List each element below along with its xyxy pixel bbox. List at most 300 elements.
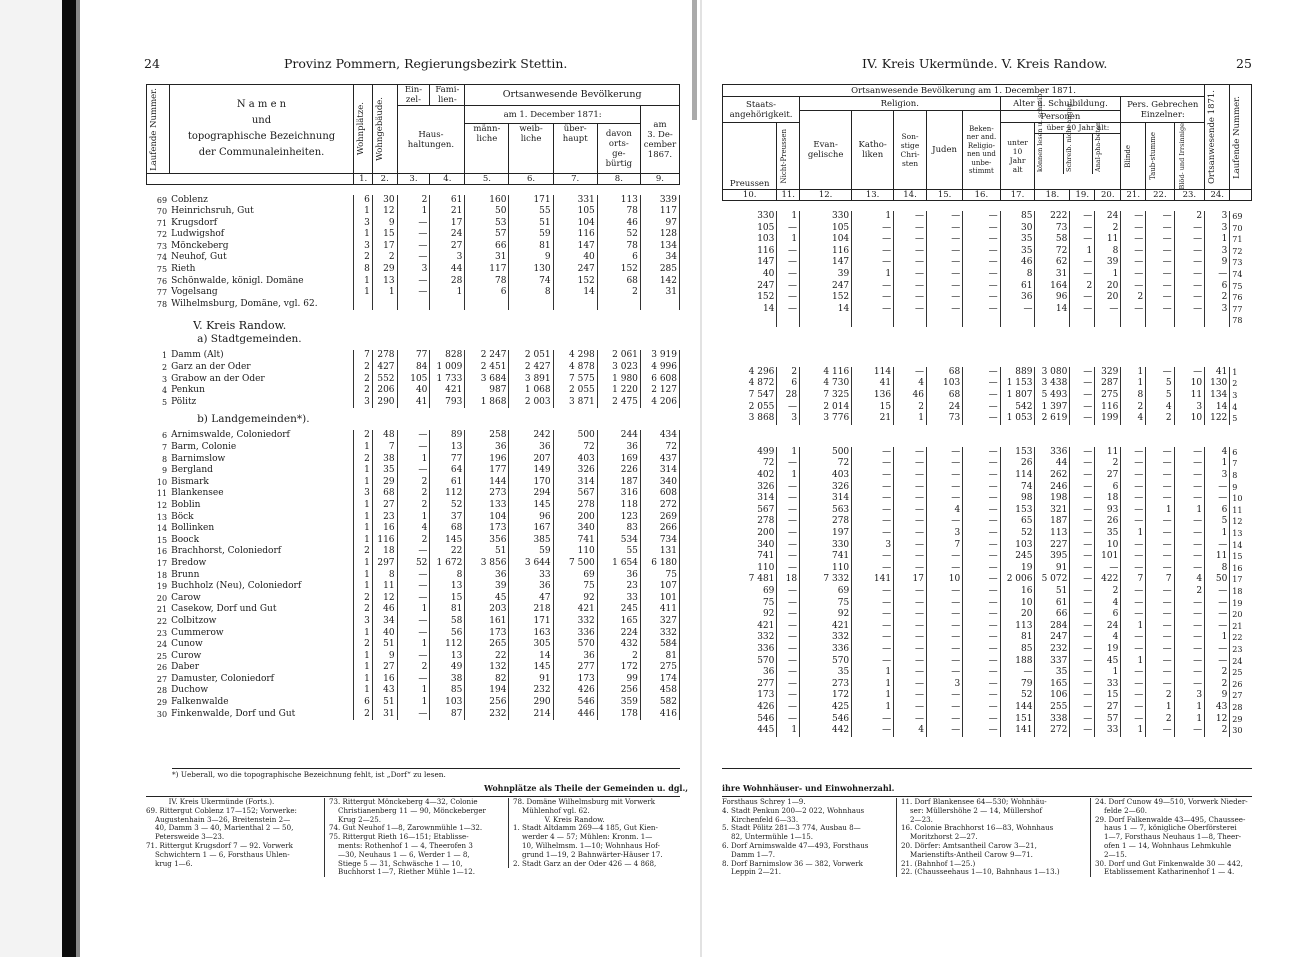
- table-row: [723, 714, 1252, 726]
- value-cell: —: [894, 702, 927, 714]
- value-cell: 1 980: [597, 374, 640, 386]
- value-cell: —: [1146, 644, 1174, 656]
- value-cell: 145: [509, 662, 553, 674]
- value-cell: 197: [800, 528, 852, 540]
- value-cell: 458: [640, 685, 679, 697]
- value-cell: —: [852, 482, 894, 494]
- value-cell: 46: [372, 604, 397, 616]
- value-cell: 171: [509, 616, 553, 628]
- value-cell: —: [1070, 574, 1095, 586]
- value-cell: —: [1121, 702, 1146, 714]
- value-cell: 46: [1000, 257, 1035, 269]
- value-cell: 187: [597, 477, 640, 489]
- value-cell: 12: [1205, 714, 1230, 726]
- table-row: [147, 206, 680, 218]
- value-cell: [1095, 315, 1121, 327]
- value-cell: —: [1070, 528, 1095, 540]
- value-cell: 134: [1205, 390, 1230, 402]
- value-cell: 15: [430, 593, 465, 605]
- value-cell: —: [894, 447, 927, 459]
- row-number: 9: [1232, 482, 1238, 492]
- row-number: 73: [1232, 258, 1243, 268]
- table-row: [723, 315, 1252, 327]
- value-cell: 97: [640, 218, 679, 230]
- value-cell: —: [1121, 246, 1146, 258]
- value-cell: 1: [354, 662, 372, 674]
- value-cell: 570: [800, 656, 852, 668]
- table-row: [147, 685, 680, 697]
- value-cell: 3 644: [509, 558, 553, 570]
- value-cell: 18: [372, 546, 397, 558]
- value-cell: —: [852, 516, 894, 528]
- table-row: [723, 679, 1252, 691]
- value-cell: 2: [1205, 679, 1230, 691]
- value-cell: [354, 299, 372, 311]
- value-cell: 18: [1095, 493, 1121, 505]
- value-cell: —: [1174, 447, 1205, 459]
- value-cell: 247: [1035, 632, 1070, 644]
- value-cell: 1: [354, 465, 372, 477]
- row-number: 21: [156, 605, 168, 615]
- value-cell: 1: [354, 535, 372, 547]
- value-cell: 16: [1000, 586, 1035, 598]
- table-row: [723, 632, 1252, 644]
- value-cell: 275: [640, 662, 679, 674]
- value-cell: —: [1070, 702, 1095, 714]
- value-cell: 9: [372, 651, 397, 663]
- value-cell: —: [1146, 211, 1174, 223]
- value-cell: —: [777, 632, 800, 644]
- value-cell: 4 206: [640, 397, 679, 409]
- blinde-header: Blinde: [1121, 123, 1146, 190]
- value-cell: —: [1174, 257, 1205, 269]
- colnum-21: 21.: [1121, 190, 1146, 201]
- value-cell: —: [777, 644, 800, 656]
- book-spine: [62, 0, 76, 957]
- value-cell: —: [1146, 679, 1174, 691]
- value-cell: 84: [397, 362, 430, 374]
- value-cell: —: [777, 667, 800, 679]
- value-cell: 122: [1205, 413, 1230, 425]
- value-cell: —: [894, 211, 927, 223]
- row-number: 18: [156, 570, 168, 580]
- community-name: Barm, Colonie: [169, 442, 354, 454]
- value-cell: —: [926, 234, 962, 246]
- value-cell: 51: [372, 639, 397, 651]
- value-cell: 2: [1095, 458, 1121, 470]
- value-cell: 385: [509, 535, 553, 547]
- value-cell: 256: [597, 685, 640, 697]
- value-cell: 1 220: [597, 385, 640, 397]
- value-cell: 1: [354, 276, 372, 288]
- value-cell: 44: [1035, 458, 1070, 470]
- value-cell: —: [963, 447, 1000, 459]
- value-cell: 273: [800, 679, 852, 691]
- value-cell: 1: [1146, 702, 1174, 714]
- value-cell: —: [852, 234, 894, 246]
- value-cell: —: [963, 223, 1000, 235]
- value-cell: 245: [1000, 551, 1035, 563]
- value-cell: 39: [800, 269, 852, 281]
- value-cell: 24: [430, 229, 465, 241]
- value-cell: 17: [372, 241, 397, 253]
- value-cell: 105: [397, 374, 430, 386]
- value-cell: —: [894, 234, 927, 246]
- value-cell: —: [926, 656, 962, 668]
- value-cell: 2: [894, 402, 927, 414]
- value-cell: 13: [372, 276, 397, 288]
- value-cell: 314: [553, 477, 597, 489]
- table-row: [147, 299, 680, 311]
- value-cell: —: [777, 702, 800, 714]
- value-cell: —: [1070, 551, 1095, 563]
- community-name: Böck: [169, 512, 354, 524]
- value-cell: —: [1070, 257, 1095, 269]
- value-cell: —: [1174, 632, 1205, 644]
- value-cell: [894, 315, 927, 327]
- row-number: 14: [156, 524, 168, 534]
- row-number: 13: [1232, 529, 1243, 539]
- value-cell: —: [926, 586, 962, 598]
- value-cell: —: [1121, 632, 1146, 644]
- value-cell: 167: [509, 523, 553, 535]
- value-cell: —: [1146, 540, 1174, 552]
- table-row: [723, 211, 1252, 223]
- value-cell: —: [926, 447, 962, 459]
- value-cell: —: [926, 304, 962, 316]
- value-cell: —: [397, 287, 430, 299]
- table-row: [723, 505, 1252, 517]
- value-cell: —: [1070, 609, 1095, 621]
- value-cell: 51: [465, 546, 509, 558]
- value-cell: 442: [800, 725, 852, 737]
- value-cell: —: [963, 470, 1000, 482]
- left-statistics-table: [146, 84, 680, 720]
- value-cell: —: [926, 621, 962, 633]
- table-row: [147, 593, 680, 605]
- wohnplaetze-header: Wohnplätze.: [354, 85, 372, 174]
- wohngebaeude-header: Wohngebäude.: [372, 85, 397, 174]
- value-cell: 316: [597, 488, 640, 500]
- value-cell: 55: [597, 546, 640, 558]
- value-cell: 425: [800, 702, 852, 714]
- value-cell: —: [963, 586, 1000, 598]
- value-cell: —: [1121, 714, 1146, 726]
- spacer-row: [723, 201, 1252, 211]
- value-cell: 3: [354, 616, 372, 628]
- value-cell: 608: [640, 488, 679, 500]
- value-cell: —: [1174, 598, 1205, 610]
- value-cell: —: [1146, 257, 1174, 269]
- colnum-1: 1.: [354, 174, 372, 185]
- row-number: 24: [1232, 656, 1243, 666]
- footer-col-2: 73. Rittergut Mönckeberg 4—32, Colonie Christianenberg 11 — 90, Mönckeberger Krug 2—25. 74. Gut Neuhof 1—8, Zarownmühle 1—32. 75. Rittergut Rieth 16—151; Etablisse- ments: Rothenhof 1 — 4, Theerofen 3 —30, Neuhaus 1 — 6, Werder 1 — 8, Stiege 5 — 31, Schwäsche 1 — 10, Buchhorst 1—7, Riether Mühle 1—12.: [324, 798, 505, 877]
- value-cell: —: [1174, 269, 1205, 281]
- value-cell: 91: [1035, 563, 1070, 575]
- value-cell: 4 298: [553, 350, 597, 362]
- wohnplaetze-heading-left: Wohnplätze als Theile der Gemeinden u. dgl.,: [484, 783, 689, 793]
- value-cell: 1: [1121, 367, 1146, 379]
- value-cell: —: [963, 211, 1000, 223]
- table-row: [147, 229, 680, 241]
- value-cell: [553, 299, 597, 311]
- value-cell: 226: [597, 465, 640, 477]
- value-cell: 35: [1095, 528, 1121, 540]
- right-page-title: IV. Kreis Ukermünde. V. Kreis Randow.: [862, 56, 1108, 71]
- value-cell: 987: [465, 385, 509, 397]
- value-cell: [1070, 315, 1095, 327]
- value-cell: 165: [597, 616, 640, 628]
- value-cell: —: [1205, 656, 1230, 668]
- value-cell: 338: [1035, 714, 1070, 726]
- value-cell: 2: [1121, 402, 1146, 414]
- value-cell: —: [852, 714, 894, 726]
- value-cell: —: [963, 656, 1000, 668]
- value-cell: —: [1121, 563, 1146, 575]
- value-cell: 173: [465, 523, 509, 535]
- table-row: [723, 690, 1252, 702]
- value-cell: —: [894, 632, 927, 644]
- value-cell: —: [963, 528, 1000, 540]
- value-cell: —: [1070, 632, 1095, 644]
- section-stadtgemeinden: a) Stadtgemeinden.: [197, 332, 302, 345]
- value-cell: 4 730: [800, 378, 852, 390]
- value-cell: 132: [465, 662, 509, 674]
- value-cell: 7: [354, 350, 372, 362]
- schreib-header: Schreib. nicht angeg.: [1064, 134, 1093, 174]
- value-cell: 2: [354, 385, 372, 397]
- footer-col-5: 11. Dorf Blankensee 64—530; Wohnhäu- ser: Müllershöhe 2 — 14, Müllershof 2—23. 16. Colonie Brachhorst 16—83, Wohnhaus Moritzhorst 2—27. 20. Dörfer: Amtsantheil Carow 3—21, Marienstifts-Antheil Carow 9—71. 21. (Bahnhof 1—25.) 22. (Chausseehaus 1—10, Bahnhaus 1—13.): [896, 798, 1081, 877]
- value-cell: 6: [597, 252, 640, 264]
- value-cell: —: [777, 482, 800, 494]
- value-cell: 356: [465, 535, 509, 547]
- value-cell: 39: [465, 581, 509, 593]
- value-cell: 2 475: [597, 397, 640, 409]
- juden-header: Juden: [926, 111, 962, 190]
- bekenner-header: Beken- ner and. Religio- nen und unbe- stimmt: [963, 111, 1000, 190]
- value-cell: 10: [1095, 540, 1121, 552]
- value-cell: —: [852, 528, 894, 540]
- left-page-title: Provinz Pommern, Regierungsbezirk Stettin.: [284, 56, 568, 71]
- value-cell: 116: [723, 246, 777, 258]
- value-cell: 35: [1035, 667, 1070, 679]
- value-cell: 64: [430, 465, 465, 477]
- value-cell: 165: [1035, 679, 1070, 691]
- value-cell: —: [1146, 551, 1174, 563]
- table-row: [147, 581, 680, 593]
- value-cell: —: [1146, 246, 1174, 258]
- value-cell: 273: [465, 488, 509, 500]
- value-cell: 2: [1121, 292, 1146, 304]
- value-cell: 421: [723, 621, 777, 633]
- value-cell: 584: [640, 639, 679, 651]
- value-cell: 10: [1174, 413, 1205, 425]
- community-name: Casekow, Dorf und Gut: [169, 604, 354, 616]
- value-cell: —: [1070, 563, 1095, 575]
- value-cell: 272: [640, 500, 679, 512]
- value-cell: 92: [723, 609, 777, 621]
- value-cell: 421: [430, 385, 465, 397]
- value-cell: 61: [430, 195, 465, 207]
- value-cell: 1: [1146, 505, 1174, 517]
- left-page-header: [144, 56, 160, 71]
- footnote: *) Ueberall, wo die topographische Bezeichnung fehlt, ist „Dorf“ zu lesen.: [172, 770, 446, 779]
- value-cell: 232: [509, 685, 553, 697]
- value-cell: 336: [1035, 447, 1070, 459]
- value-cell: 105: [723, 223, 777, 235]
- value-cell: 256: [465, 697, 509, 709]
- value-cell: 89: [430, 430, 465, 442]
- value-cell: —: [777, 269, 800, 281]
- value-cell: 427: [372, 362, 397, 374]
- value-cell: 52: [430, 500, 465, 512]
- value-cell: —: [1121, 447, 1146, 459]
- value-cell: —: [926, 223, 962, 235]
- value-cell: 188: [1000, 656, 1035, 668]
- sonstige-header: Son- stige Chri- sten: [894, 111, 927, 190]
- value-cell: 81: [640, 651, 679, 663]
- value-cell: 275: [1095, 390, 1121, 402]
- value-cell: 21: [852, 413, 894, 425]
- value-cell: —: [1000, 304, 1035, 316]
- community-name: Daber: [169, 662, 354, 674]
- value-cell: [430, 299, 465, 311]
- value-cell: 8: [1121, 390, 1146, 402]
- value-cell: 1 654: [597, 558, 640, 570]
- value-cell: —: [777, 656, 800, 668]
- value-cell: 4: [1095, 598, 1121, 610]
- value-cell: —: [1174, 470, 1205, 482]
- value-cell: —: [777, 246, 800, 258]
- value-cell: —: [1121, 586, 1146, 598]
- row-number: 72: [156, 230, 168, 240]
- colnum-24: 24.: [1205, 190, 1230, 201]
- value-cell: 14: [723, 304, 777, 316]
- value-cell: 2 003: [509, 397, 553, 409]
- value-cell: —: [926, 482, 962, 494]
- value-cell: —: [1146, 458, 1174, 470]
- value-cell: —: [926, 667, 962, 679]
- value-cell: 69: [723, 586, 777, 598]
- value-cell: 92: [800, 609, 852, 621]
- value-cell: —: [1121, 505, 1146, 517]
- row-number: 5: [161, 397, 168, 407]
- value-cell: 36: [723, 667, 777, 679]
- value-cell: —: [963, 234, 1000, 246]
- community-name: Curow: [169, 651, 354, 663]
- value-cell: 29: [372, 477, 397, 489]
- value-cell: —: [894, 482, 927, 494]
- table-row: [147, 442, 680, 454]
- value-cell: —: [963, 621, 1000, 633]
- row-number: 1: [161, 351, 168, 361]
- value-cell: —: [1121, 234, 1146, 246]
- value-cell: 152: [597, 264, 640, 276]
- value-cell: 287: [1095, 378, 1121, 390]
- value-cell: 1: [397, 697, 430, 709]
- value-cell: —: [894, 281, 927, 293]
- value-cell: 1: [354, 229, 372, 241]
- value-cell: 45: [1095, 656, 1121, 668]
- table-row: [723, 281, 1252, 293]
- value-cell: 21: [430, 206, 465, 218]
- value-cell: —: [894, 470, 927, 482]
- row-number: 19: [1232, 598, 1243, 608]
- value-cell: 563: [800, 505, 852, 517]
- row-number: 5: [1232, 414, 1238, 424]
- value-cell: —: [1121, 281, 1146, 293]
- value-cell: 278: [372, 350, 397, 362]
- value-cell: —: [777, 257, 800, 269]
- value-cell: —: [1146, 367, 1174, 379]
- value-cell: 206: [372, 385, 397, 397]
- row-number: 25: [1232, 668, 1243, 678]
- table-row: [147, 397, 680, 409]
- value-cell: 133: [465, 500, 509, 512]
- value-cell: —: [777, 281, 800, 293]
- community-name: Rieth: [169, 264, 354, 276]
- value-cell: 110: [800, 563, 852, 575]
- value-cell: —: [1205, 586, 1230, 598]
- value-cell: 128: [640, 229, 679, 241]
- value-cell: —: [926, 551, 962, 563]
- value-cell: 2: [354, 709, 372, 721]
- community-name: Schönwalde, königl. Domäne: [169, 276, 354, 288]
- value-cell: 8: [354, 264, 372, 276]
- value-cell: 1: [354, 558, 372, 570]
- value-cell: 305: [509, 639, 553, 651]
- row-number: 26: [156, 663, 168, 673]
- value-cell: 1: [777, 470, 800, 482]
- table-row: [723, 292, 1252, 304]
- value-cell: 4: [894, 725, 927, 737]
- value-cell: 117: [640, 206, 679, 218]
- value-cell: —: [1070, 223, 1095, 235]
- value-cell: —: [852, 505, 894, 517]
- value-cell: —: [963, 632, 1000, 644]
- value-cell: 314: [640, 465, 679, 477]
- value-cell: —: [894, 505, 927, 517]
- value-cell: 15: [1095, 690, 1121, 702]
- table-row: [147, 264, 680, 276]
- value-cell: 174: [640, 674, 679, 686]
- community-name: Brunn: [169, 570, 354, 582]
- value-cell: 161: [465, 616, 509, 628]
- value-cell: 1: [354, 287, 372, 299]
- colnum-12: 12.: [800, 190, 852, 201]
- right-laufende-header: Laufende Nummer.: [1230, 85, 1252, 190]
- value-cell: 114: [852, 367, 894, 379]
- row-number: 3: [161, 374, 168, 384]
- table-row: [723, 257, 1252, 269]
- value-cell: —: [1121, 516, 1146, 528]
- value-cell: 172: [597, 662, 640, 674]
- value-cell: 61: [1000, 281, 1035, 293]
- value-cell: 1: [1121, 378, 1146, 390]
- value-cell: 78: [597, 241, 640, 253]
- value-cell: —: [894, 656, 927, 668]
- value-cell: 2: [1095, 586, 1121, 598]
- value-cell: 6: [465, 287, 509, 299]
- table-row: [147, 287, 680, 299]
- value-cell: 116: [1095, 402, 1121, 414]
- value-cell: —: [894, 516, 927, 528]
- table-row: [723, 223, 1252, 235]
- value-cell: 889: [1000, 367, 1035, 379]
- value-cell: —: [397, 616, 430, 628]
- table-row: [723, 621, 1252, 633]
- value-cell: 2: [1095, 223, 1121, 235]
